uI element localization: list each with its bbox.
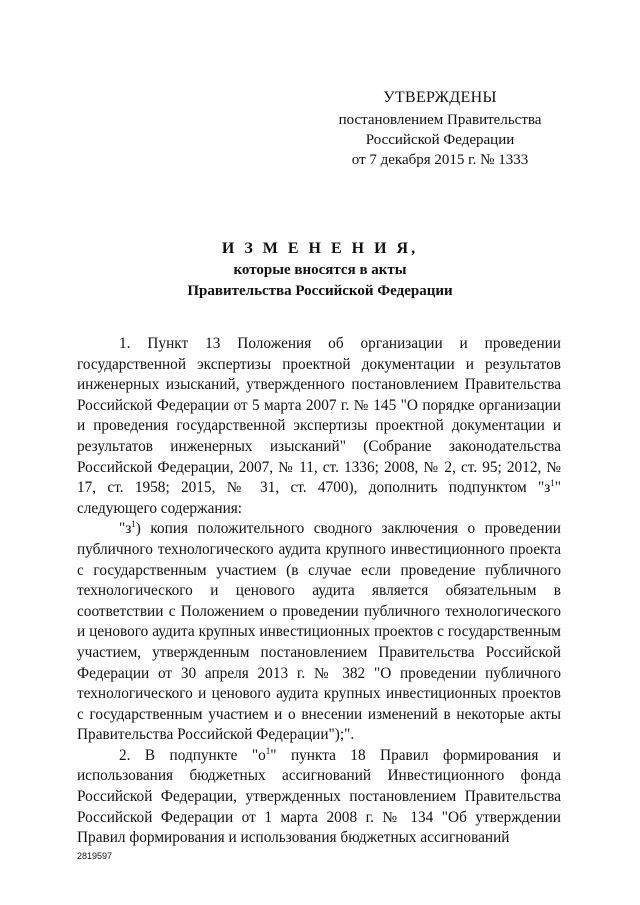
paragraph-text: ) копия положительного сводного заключения о проведении публичного технологического аудита крупного инвестиционного проекта с государственным участием (в случае если проведение публичного технологического и ценового аудита является обязательным в соответствии с Положением о проведении публичного технологического и ценового аудита крупных инвестиционных проектов с государственным участием, утвержденным постановлением Правительства Российской Федерации от 30 апреля 2013 г. № 382 "О проведении публичного технологического и ценового аудита крупных инвестиционных проектов с государственным участием и о внесении изменений в некоторые акты Правительства Российской Федерации");".	[77, 520, 561, 744]
paragraph	[77, 519, 561, 746]
paragraph-text: " следующего содержания:	[77, 479, 561, 517]
document-id: 2819597	[77, 851, 113, 861]
paragraph-text: 2. В подпункте "о	[119, 746, 266, 764]
paragraph-text: "з	[119, 520, 132, 538]
superscript: 1	[550, 478, 555, 489]
paragraph-text: " пункта 18 Правил формирования и использования бюджетных ассигнований Инвестиционного фонда Российской Федерации, утвержденных постановлением Правительства Российской Федерации от 1 марта 2008 г. № 134 "Об утверждении Правил формирования и использования бюджетных ассигнований	[77, 746, 561, 847]
approval-line: постановлением Правительства	[338, 112, 542, 128]
title-subtitle: Правительства Российской Федерации	[187, 283, 453, 299]
superscript: 1	[131, 519, 136, 530]
title-main: И З М Е Н Е Н И Я,	[221, 240, 419, 257]
approval-heading: УТВЕРЖДЕНЫ	[383, 89, 497, 106]
approval-stamp	[330, 88, 550, 170]
title-subtitle: которые вносятся в акты	[233, 262, 407, 278]
approval-line: Российской Федерации	[365, 132, 515, 148]
approval-line: от 7 декабря 2015 г. № 1333	[351, 152, 529, 168]
paragraph-text: 1. Пункт 13 Положения об организации и проведении государственной экспертизы проектной документации и результатов инженерных изысканий, утвержденного постановлением Правительства Российской Федерации от 5 марта 2007 г. № 145 "О порядке организации и проведения государственной экспертизы проектной документации и результатов инженерных изысканий" (Собрание законодательства Российской Федерации, 2007, № 11, ст. 1336; 2008, № 2, ст. 95; 2012, № 17, ст. 1958; 2015, № 31, ст. 4700), дополнить подпунктом "з	[77, 335, 561, 497]
paragraph	[77, 334, 561, 519]
document-body	[77, 334, 561, 849]
paragraph	[77, 746, 561, 849]
superscript: 1	[265, 745, 271, 756]
document-title	[0, 238, 640, 302]
